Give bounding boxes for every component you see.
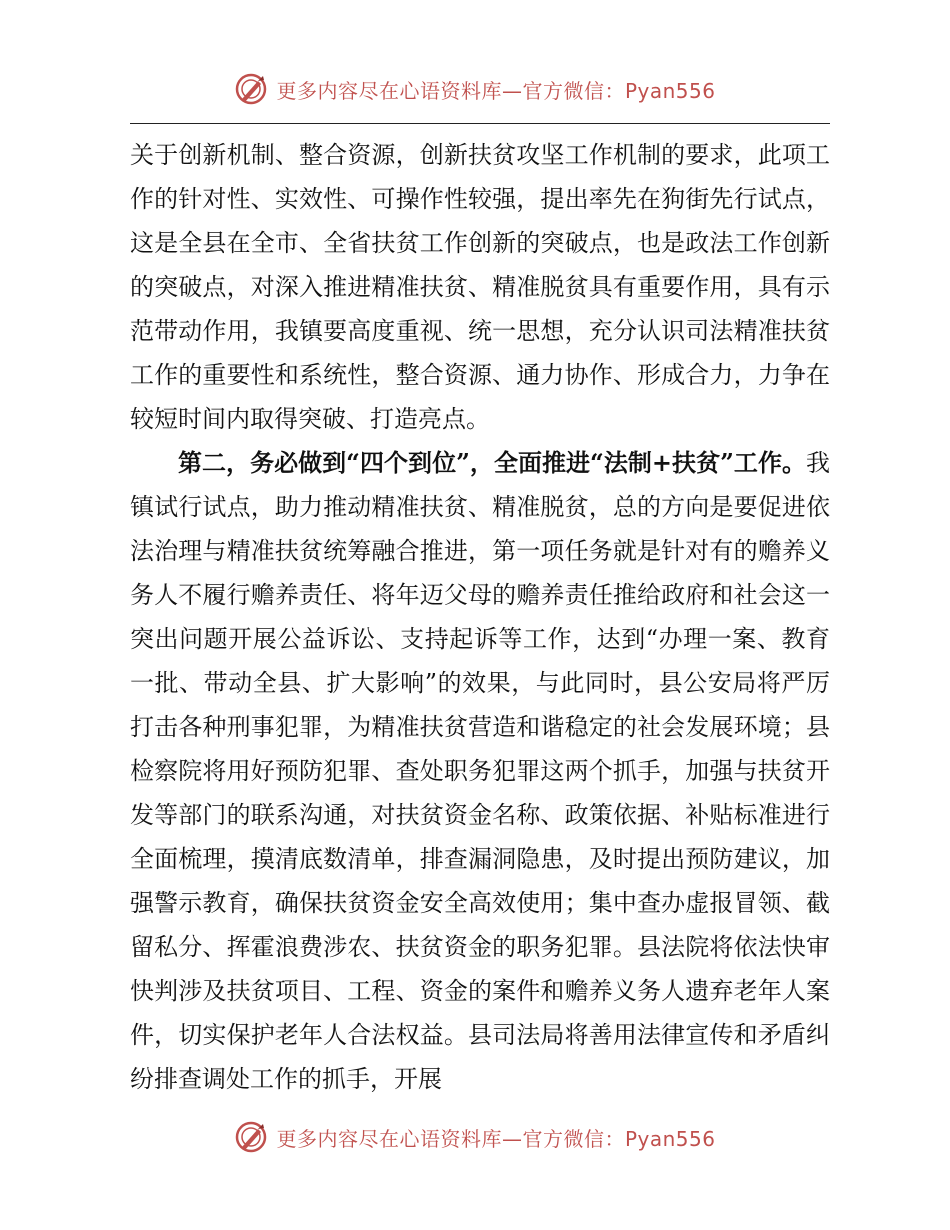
header-banner (0, 72, 950, 106)
paragraph-2-body: 我镇试行试点，助力推动精准扶贫、精准脱贫，总的方向是要促进依法治理与精准扶贫统筹融合推进，第一项任务就是针对有的赡养义务人不履行赡养责任、将年迈父母的赡养责任推给政府和社会这一突出问题开展公益诉讼、支持起诉等工作，达到“办理一案、教育一批、带动全县、扩大影响”的效果，与此同时，县公安局将严厉打击各种刑事犯罪，为精准扶贫营造和谐稳定的社会发展环境；县检察院将用好预防犯罪、查处职务犯罪这两个抓手，加强与扶贫开发等部门的联系沟通，对扶贫资金名称、政策依据、补贴标准进行全面梳理，摸清底数清单，排查漏洞隐患，及时提出预防建议，加强警示教育，确保扶贫资金安全高效使用；集中查办虚报冒领、截留私分、挥霍浪费涉农、扶贫资金的职务犯罪。县法院将依法快审快判涉及扶贫项目、工程、资金的案件和赡养义务人遗弃老年人案件，切实保护老年人合法权益。县司法局将善用法律宣传和矛盾纠纷排查调处工作的抓手，开展 (130, 449, 830, 1093)
paragraph-2-heading: 第二，务必做到“四个到位”，全面推进“法制+扶贫”工作。 (178, 448, 806, 477)
footer-banner-text: 更多内容尽在心语资料库—官方微信：Pyan556 (276, 1126, 716, 1151)
footer-banner (0, 1120, 950, 1154)
document-body (130, 133, 830, 1101)
paragraph-2 (130, 441, 830, 1101)
paragraph-1: 关于创新机制、整合资源，创新扶贫攻坚工作机制的要求，此项工作的针对性、实效性、可操作性较强，提出率先在狗街先行试点，这是全县在全市、全省扶贫工作创新的突破点，也是政法工作创新的突破点，对深入推进精准扶贫、精准脱贫具有重要作用，具有示范带动作用，我镇要高度重视、统一思想，充分认识司法精准扶贫工作的重要性和系统性，整合资源、通力协作、形成合力，力争在较短时间内取得突破、打造亮点。 (130, 141, 830, 433)
header-banner-text: 更多内容尽在心语资料库—官方微信：Pyan556 (276, 78, 716, 103)
logo-icon (234, 1120, 268, 1154)
logo-icon (234, 72, 268, 106)
header-divider (130, 123, 830, 124)
